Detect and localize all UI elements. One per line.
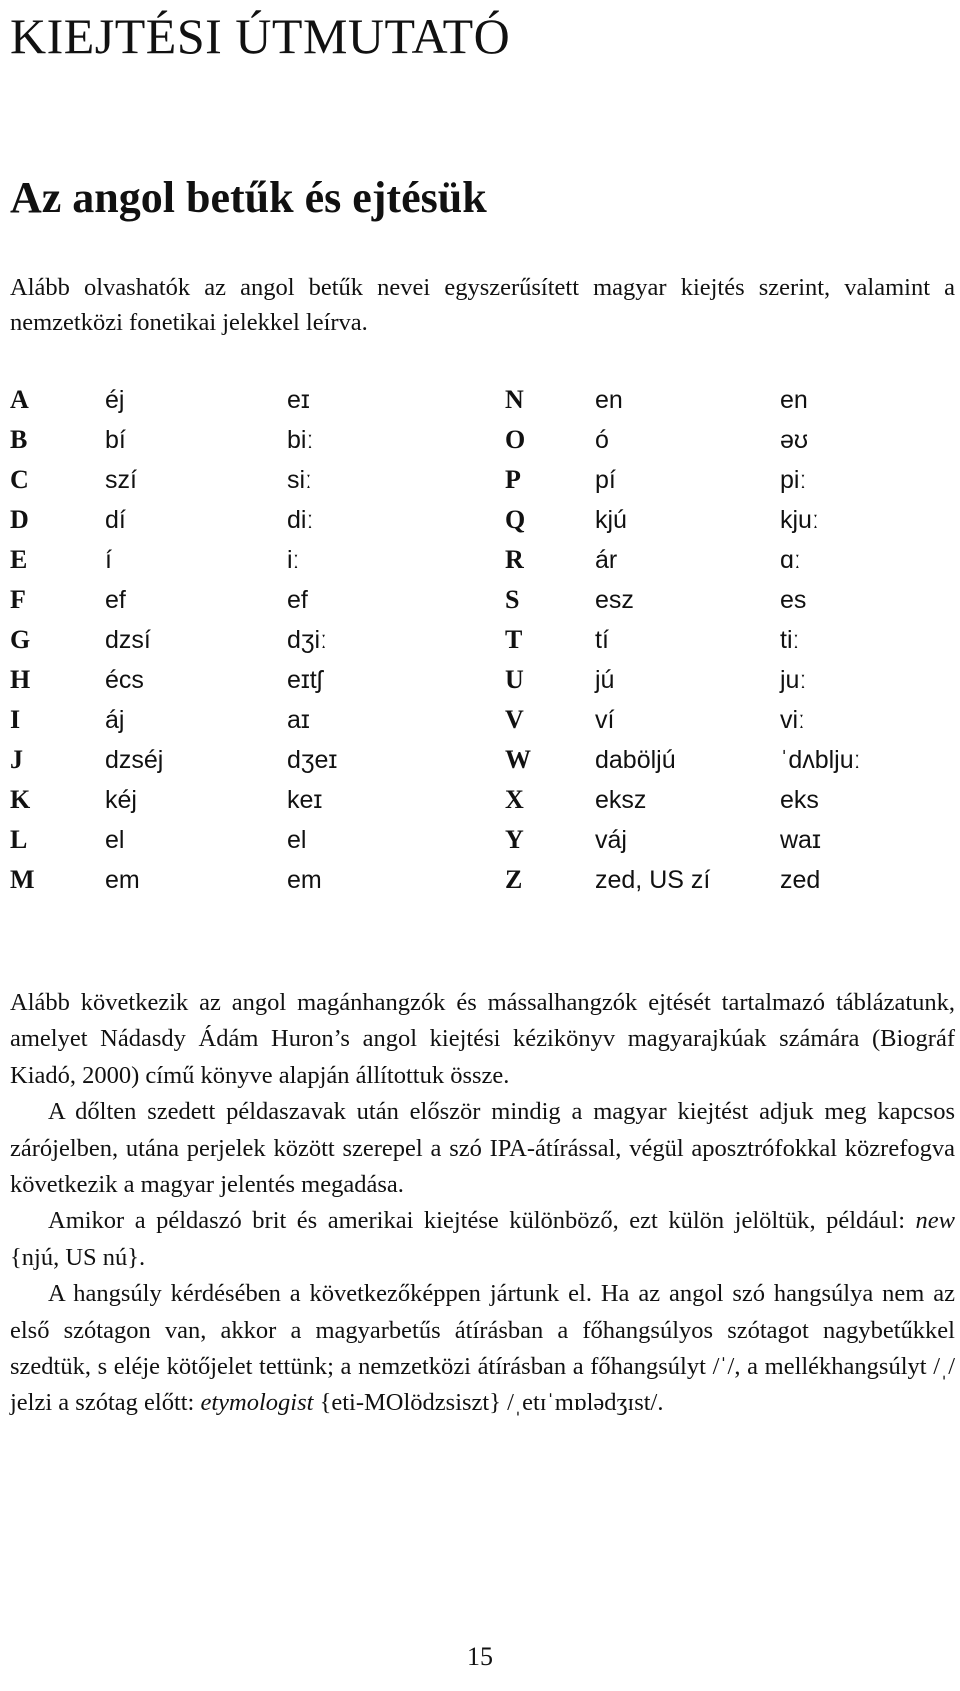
- ipa-transcription: viː: [780, 706, 805, 734]
- alphabet-letter: X: [505, 785, 524, 814]
- ipa-transcription: en: [780, 386, 808, 414]
- ipa-transcription: eks: [780, 786, 819, 814]
- hungarian-pronunciation: daböljú: [595, 746, 676, 774]
- ipa-transcription: biː: [287, 426, 314, 454]
- hungarian-pronunciation: tí: [595, 626, 609, 654]
- ipa-transcription: waɪ: [780, 826, 821, 854]
- ipa-transcription: dʒiː: [287, 626, 328, 654]
- paragraph-text: A hangsúly kérdésében a következőképpen jártunk el. Ha az angol szó hangsúlya nem az első szótagon van, akkor a magyarbetűs átírásban a főhangsúlyos szótagot nagybetűkkel szedtük, s eléje kötőjelet tettünk; a nemzetközi átírásban a főhangsúlyt /ˈ/, a mellékhangsúlyt /ˌ/ jelzi a szótag előtt:: [10, 1280, 955, 1417]
- hungarian-pronunciation: szí: [105, 466, 137, 494]
- hungarian-pronunciation: dzsí: [105, 626, 151, 654]
- ipa-transcription: em: [287, 866, 322, 894]
- ipa-transcription: piː: [780, 466, 807, 494]
- intro-paragraph: Alább olvashatók az angol betűk nevei egyszerűsített magyar kiejtés szerint, valamint a nemzetközi fonetikai jelekkel leírva.: [10, 274, 955, 336]
- ipa-transcription: ef: [287, 586, 308, 614]
- alphabet-letter: F: [10, 585, 26, 614]
- alphabet-letter: J: [10, 745, 23, 774]
- ipa-transcription: el: [287, 826, 307, 854]
- ipa-transcription: es: [780, 586, 807, 614]
- alphabet-letter: V: [505, 705, 524, 734]
- ipa-transcription: siː: [287, 466, 312, 494]
- alphabet-letter: Y: [505, 825, 524, 854]
- hungarian-pronunciation: éj: [105, 386, 125, 414]
- alphabet-letter: B: [10, 425, 28, 454]
- hungarian-pronunciation: zed, US zí: [595, 866, 711, 894]
- hungarian-pronunciation: dzséj: [105, 746, 164, 774]
- paragraph-british-american: [10, 1203, 955, 1276]
- alphabet-letter: E: [10, 545, 28, 574]
- example-word: etymologist: [200, 1389, 314, 1417]
- ipa-transcription: dʒeɪ: [287, 746, 338, 774]
- alphabet-letter: A: [10, 385, 29, 414]
- paragraph-text: {njú, US nú}.: [10, 1243, 146, 1271]
- ipa-transcription: iː: [287, 546, 300, 574]
- alphabet-letter: K: [10, 785, 31, 814]
- alphabet-letter: H: [10, 665, 31, 694]
- hungarian-pronunciation: el: [105, 826, 125, 854]
- ipa-transcription: ɑː: [780, 546, 801, 574]
- alphabet-letter: S: [505, 585, 520, 614]
- hungarian-pronunciation: esz: [595, 586, 634, 614]
- hungarian-pronunciation: kéj: [105, 786, 137, 814]
- ipa-transcription: keɪ: [287, 786, 323, 814]
- hungarian-pronunciation: dí: [105, 506, 126, 534]
- alphabet-letter: P: [505, 465, 521, 494]
- alphabet-letter: Q: [505, 505, 526, 534]
- alphabet-letter: D: [10, 505, 29, 534]
- alphabet-letter: N: [505, 385, 524, 414]
- body-text: [10, 985, 955, 1422]
- hungarian-pronunciation: ár: [595, 546, 618, 574]
- paragraph-notation: A dőlten szedett példaszavak után először mindig a magyar kiejtést adjuk meg kapcsos zárójelben, utána perjelek között szerepel a szó IPA-átírással, végül aposztrófokkal közrefogva következik a magyar jelentés megadása.: [10, 1098, 955, 1199]
- paragraph-text: {eti-MOlödzsiszt} /ˌetɪˈmɒlədʒɪst/.: [313, 1389, 664, 1417]
- alphabet-letter: O: [505, 425, 526, 454]
- hungarian-pronunciation: eksz: [595, 786, 647, 814]
- alphabet-letter: G: [10, 625, 31, 654]
- alphabet-letter: I: [10, 705, 21, 734]
- example-word: new: [915, 1207, 955, 1235]
- ipa-transcription: eɪtʃ: [287, 666, 323, 694]
- ipa-transcription: juː: [780, 666, 807, 694]
- ipa-transcription: kjuː: [780, 506, 819, 534]
- alphabet-letter: C: [10, 465, 29, 494]
- hungarian-pronunciation: écs: [105, 666, 144, 694]
- alphabet-letter: M: [10, 865, 35, 894]
- hungarian-pronunciation: pí: [595, 466, 616, 494]
- hungarian-pronunciation: í: [105, 546, 112, 574]
- alphabet-letter: W: [505, 745, 531, 774]
- hungarian-pronunciation: kjú: [595, 506, 627, 534]
- alphabet-letter: R: [505, 545, 524, 574]
- hungarian-pronunciation: ó: [595, 426, 609, 454]
- ipa-transcription: tiː: [780, 626, 800, 654]
- hungarian-pronunciation: jú: [595, 666, 615, 694]
- ipa-transcription: aɪ: [287, 706, 310, 734]
- hungarian-pronunciation: áj: [105, 706, 125, 734]
- page-number: 15: [467, 1642, 493, 1671]
- hungarian-pronunciation: bí: [105, 426, 126, 454]
- hungarian-pronunciation: en: [595, 386, 623, 414]
- hungarian-pronunciation: ef: [105, 586, 126, 614]
- ipa-transcription: ˈdʌbljuː: [780, 746, 861, 774]
- alphabet-letter: T: [505, 625, 523, 654]
- paragraph-text: Amikor a példaszó brit és amerikai kiejtése különböző, ezt külön jelöltük, például:: [48, 1207, 916, 1235]
- section-heading: Az angol betűk és ejtésük: [10, 173, 487, 222]
- ipa-transcription: əʊ: [780, 426, 809, 454]
- alphabet-letter: U: [505, 665, 524, 694]
- hungarian-pronunciation: em: [105, 866, 140, 894]
- alphabet-letter: Z: [505, 865, 523, 894]
- paragraph-stress: [10, 1276, 955, 1422]
- paragraph-table-source: Alább következik az angol magánhangzók és mássalhangzók ejtését tartalmazó táblázatunk, amelyet Nádasdy Ádám Huron’s angol kiejtési kézikönyv magyarajkúak számára (Biográf Kiadó, 2000) című könyve alapján állítottuk össze.: [10, 989, 955, 1089]
- ipa-transcription: zed: [780, 866, 821, 894]
- hungarian-pronunciation: váj: [595, 826, 627, 854]
- hungarian-pronunciation: ví: [595, 706, 615, 734]
- alphabet-letter: L: [10, 825, 28, 854]
- ipa-transcription: eɪ: [287, 386, 310, 414]
- page-title: KIEJTÉSI ÚTMUTATÓ: [10, 8, 511, 64]
- ipa-transcription: diː: [287, 506, 314, 534]
